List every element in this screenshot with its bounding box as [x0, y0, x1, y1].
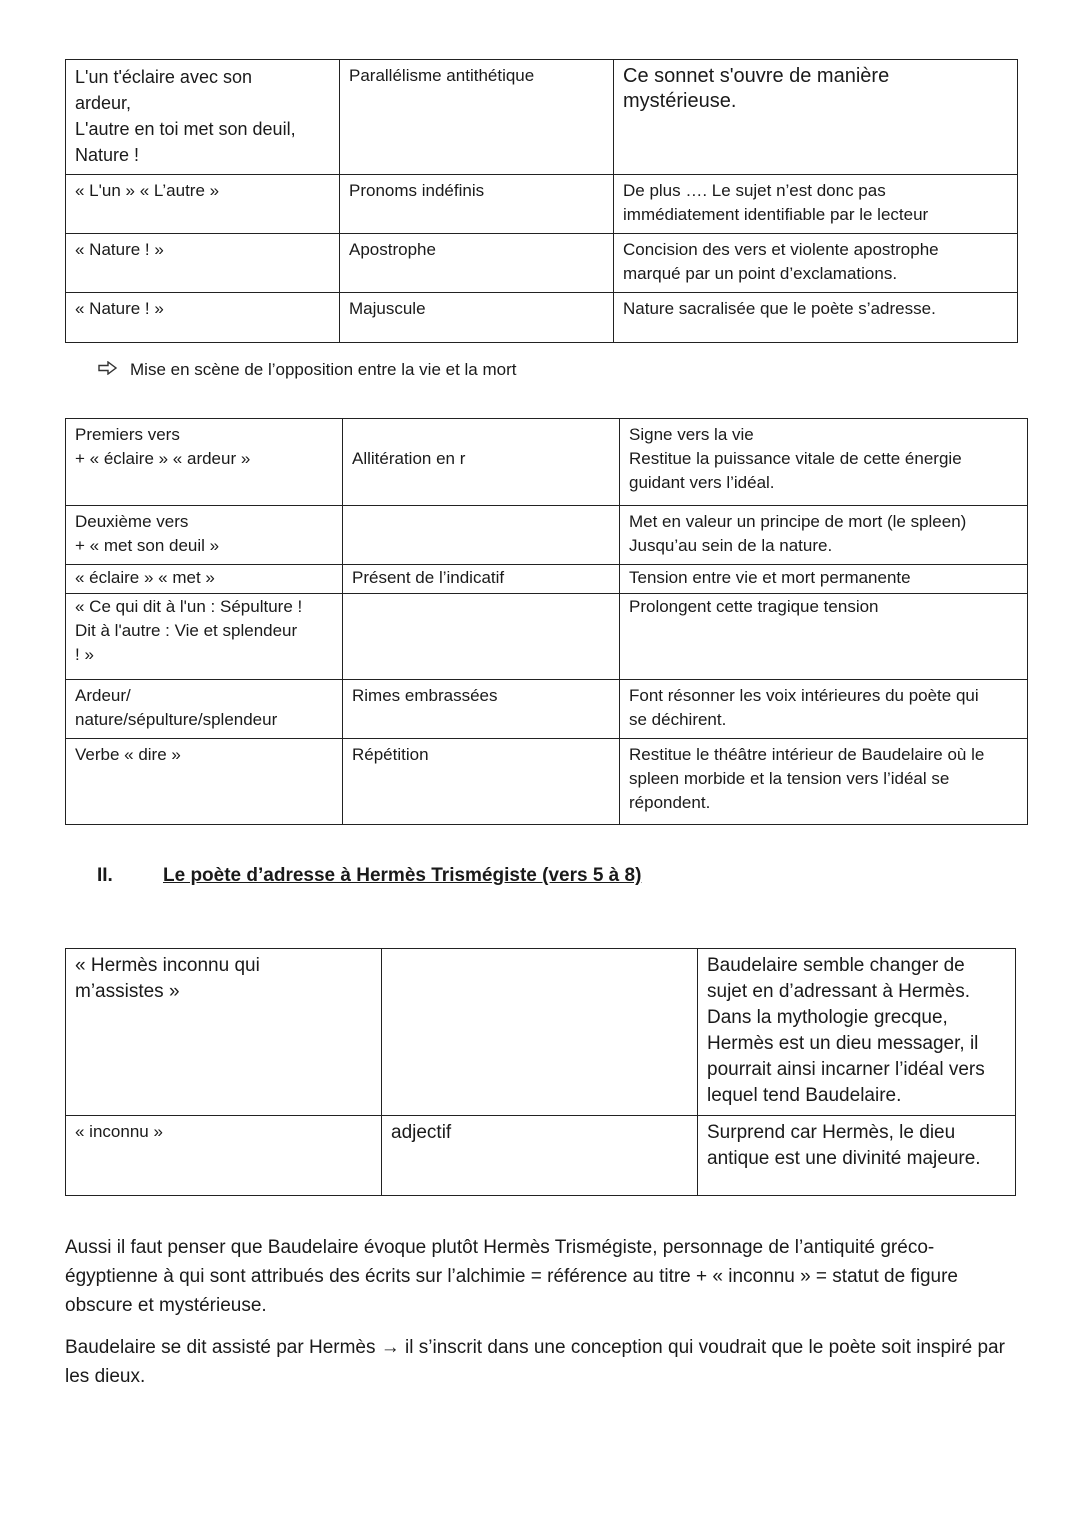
table-cell-device: Répétition	[343, 739, 620, 825]
table-cell-interpretation: Concision des vers et violente apostrophe marqué par un point d’exclamations.	[614, 234, 1018, 293]
table-cell-quote: Premiers vers + « éclaire » « ardeur »	[66, 419, 343, 506]
table-row	[66, 594, 1028, 680]
table-cell-quote: Deuxième vers + « met son deuil »	[66, 506, 343, 565]
table-cell-interpretation: Baudelaire semble changer de sujet en d’adressant à Hermès. Dans la mythologie grecque, Hermès est un dieu messager, il pourrait ainsi incarner l’idéal vers lequel tend Baudelaire.	[698, 949, 1016, 1116]
table-cell-quote: « Hermès inconnu qui m’assistes »	[66, 949, 382, 1116]
table-cell-device: Allitération en r	[343, 419, 620, 506]
table-cell-interpretation: Prolongent cette tragique tension	[620, 594, 1028, 680]
table-row	[66, 949, 1016, 1116]
table-row	[66, 739, 1028, 825]
table-row	[66, 1116, 1016, 1196]
table-cell-quote: « Ce qui dit à l'un : Sépulture ! Dit à l'autre : Vie et splendeur ! »	[66, 594, 343, 680]
table-cell-device: Apostrophe	[340, 234, 614, 293]
table-cell-device	[343, 506, 620, 565]
table-cell-quote: Verbe « dire »	[66, 739, 343, 825]
table-cell-interpretation: De plus …. Le sujet n’est donc pas immédiatement identifiable par le lecteur	[614, 175, 1018, 234]
table-row	[66, 565, 1028, 594]
table-cell-device	[343, 594, 620, 680]
section-heading	[97, 864, 641, 888]
table-row	[66, 680, 1028, 739]
section-title: Le poète d’adresse à Hermès Trismégiste (vers 5 à 8)	[163, 865, 642, 886]
outline-arrow-right-icon	[98, 358, 118, 382]
table-cell-interpretation: Nature sacralisée que le poète s’adresse.	[614, 293, 1018, 343]
table-cell-device	[382, 949, 698, 1116]
table-cell-quote: L'un t'éclaire avec son ardeur, L'autre en toi met son deuil, Nature !	[66, 60, 340, 175]
table-cell-device: Parallélisme antithétique	[340, 60, 614, 175]
paragraph-poet-inspired: Baudelaire se dit assisté par Hermès → il s’inscrit dans une conception qui voudrait que le poète soit inspiré par les dieux.	[65, 1337, 1005, 1387]
table-cell-quote: « Nature ! »	[66, 234, 340, 293]
table-cell-interpretation: Restitue le théâtre intérieur de Baudelaire où le spleen morbide et la tension vers l’idéal se répondent.	[620, 739, 1028, 825]
table-cell-device: Rimes embrassées	[343, 680, 620, 739]
subheading-text: Mise en scène de l’opposition entre la vie et la mort	[130, 360, 517, 379]
subheading-life-death	[98, 358, 516, 382]
analysis-table-hermes	[65, 948, 1016, 1196]
table-cell-quote: Ardeur/ nature/sépulture/splendeur	[66, 680, 343, 739]
analysis-table-opening	[65, 59, 1018, 343]
analysis-table-life-death	[65, 418, 1028, 825]
table-row	[66, 60, 1018, 175]
table-cell-interpretation: Surprend car Hermès, le dieu antique est une divinité majeure.	[698, 1116, 1016, 1196]
table-cell-device: Majuscule	[340, 293, 614, 343]
table-row	[66, 293, 1018, 343]
table-row	[66, 234, 1018, 293]
table-row	[66, 506, 1028, 565]
table-cell-quote: « éclaire » « met »	[66, 565, 343, 594]
paragraph-hermes-trismegiste: Aussi il faut penser que Baudelaire évoque plutôt Hermès Trismégiste, personnage de l’antiquité gréco-égyptienne à qui sont attribués des écrits sur l’alchimie = référence au titre + « inconnu » = statut de figure obscure et mystérieuse.	[65, 1237, 958, 1316]
table-cell-quote: « Nature ! »	[66, 293, 340, 343]
section-number: II.	[97, 865, 113, 886]
table-cell-interpretation: Tension entre vie et mort permanente	[620, 565, 1028, 594]
table-cell-device: Présent de l’indicatif	[343, 565, 620, 594]
table-cell-quote: « inconnu »	[66, 1116, 382, 1196]
table-cell-device: adjectif	[382, 1116, 698, 1196]
table-cell-device: Pronoms indéfinis	[340, 175, 614, 234]
table-row	[66, 419, 1028, 506]
table-cell-interpretation: Ce sonnet s'ouvre de manière mystérieuse.	[614, 60, 1018, 175]
table-cell-interpretation: Font résonner les voix intérieures du poète qui se déchirent.	[620, 680, 1028, 739]
table-cell-interpretation: Met en valeur un principe de mort (le spleen) Jusqu’au sein de la nature.	[620, 506, 1028, 565]
table-cell-interpretation: Signe vers la vie Restitue la puissance vitale de cette énergie guidant vers l’idéal.	[620, 419, 1028, 506]
table-cell-quote: « L'un » « L’autre »	[66, 175, 340, 234]
table-row	[66, 175, 1018, 234]
